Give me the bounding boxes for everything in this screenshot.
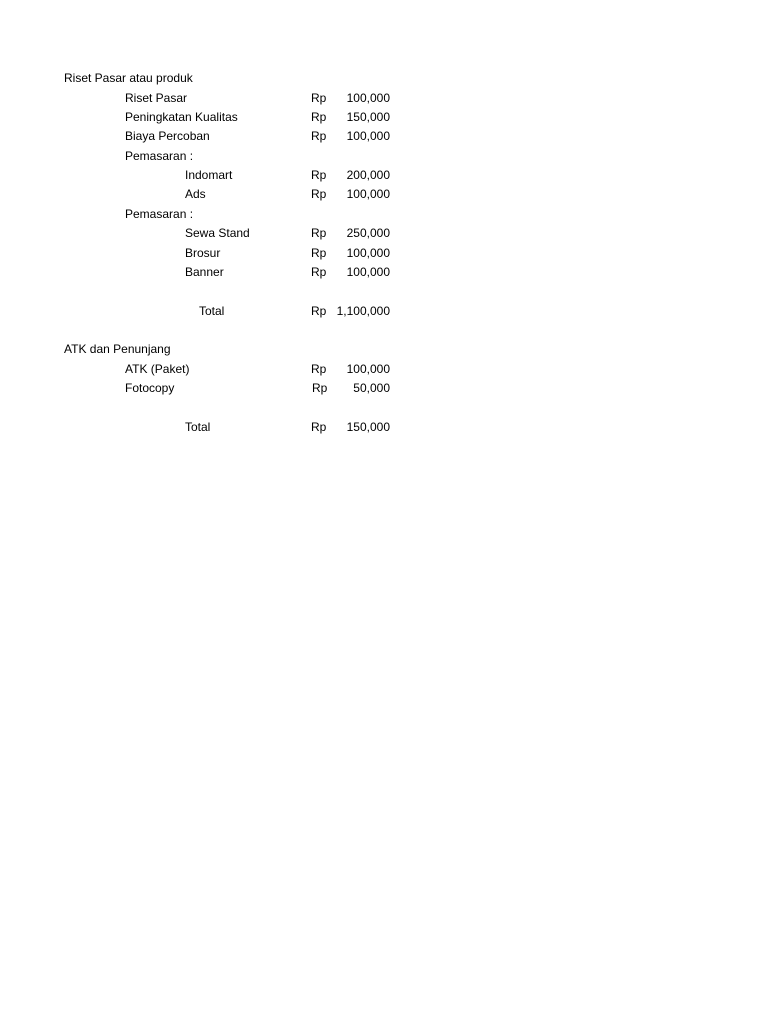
amount-value: 50,000	[353, 381, 390, 395]
section-heading-row	[0, 69, 768, 88]
budget-row	[0, 224, 768, 243]
amount-value: 100,000	[346, 187, 390, 201]
item-label: Sewa Stand	[185, 226, 250, 240]
total-row	[0, 418, 768, 437]
currency-label: Rp	[311, 110, 327, 124]
item-label: ATK (Paket)	[125, 362, 190, 376]
section-heading-row	[0, 340, 768, 359]
subheading-label: Pemasaran :	[125, 207, 194, 221]
item-label: Fotocopy	[125, 381, 175, 395]
item-label: Indomart	[185, 168, 233, 182]
amount-value: 100,000	[346, 362, 390, 376]
section-heading: ATK dan Penunjang	[64, 342, 171, 356]
amount-value: 100,000	[346, 91, 390, 105]
total-amount: 150,000	[346, 420, 390, 434]
budget-row	[0, 263, 768, 282]
amount-value: 100,000	[346, 129, 390, 143]
subheading-row	[0, 147, 768, 166]
budget-row	[0, 360, 768, 379]
subheading-row	[0, 205, 768, 224]
total-row	[0, 302, 768, 321]
item-label: Ads	[185, 187, 206, 201]
subheading-label: Pemasaran :	[125, 149, 194, 163]
budget-row	[0, 244, 768, 263]
budget-row	[0, 185, 768, 204]
item-label: Banner	[185, 265, 224, 279]
currency-label: Rp	[311, 362, 327, 376]
item-label: Peningkatan Kualitas	[125, 110, 238, 124]
currency-label: Rp	[312, 381, 328, 395]
amount-value: 150,000	[346, 110, 390, 124]
budget-row	[0, 108, 768, 127]
amount-value: 100,000	[346, 246, 390, 260]
total-label: Total	[199, 304, 225, 318]
total-amount: 1,100,000	[336, 304, 390, 318]
currency-label: Rp	[311, 226, 327, 240]
budget-row	[0, 379, 768, 398]
total-label: Total	[185, 420, 211, 434]
currency-label: Rp	[311, 129, 327, 143]
budget-row	[0, 127, 768, 146]
currency-label: Rp	[311, 168, 327, 182]
amount-value: 200,000	[346, 168, 390, 182]
item-label: Biaya Percoban	[125, 129, 210, 143]
item-label: Brosur	[185, 246, 221, 260]
currency-label: Rp	[311, 91, 327, 105]
amount-value: 100,000	[346, 265, 390, 279]
currency-label: Rp	[311, 304, 327, 318]
item-label: Riset Pasar	[125, 91, 188, 105]
budget-row	[0, 89, 768, 108]
currency-label: Rp	[311, 265, 327, 279]
budget-row	[0, 166, 768, 185]
amount-value: 250,000	[346, 226, 390, 240]
currency-label: Rp	[311, 420, 327, 434]
section-heading: Riset Pasar atau produk	[64, 71, 193, 85]
currency-label: Rp	[311, 187, 327, 201]
currency-label: Rp	[311, 246, 327, 260]
